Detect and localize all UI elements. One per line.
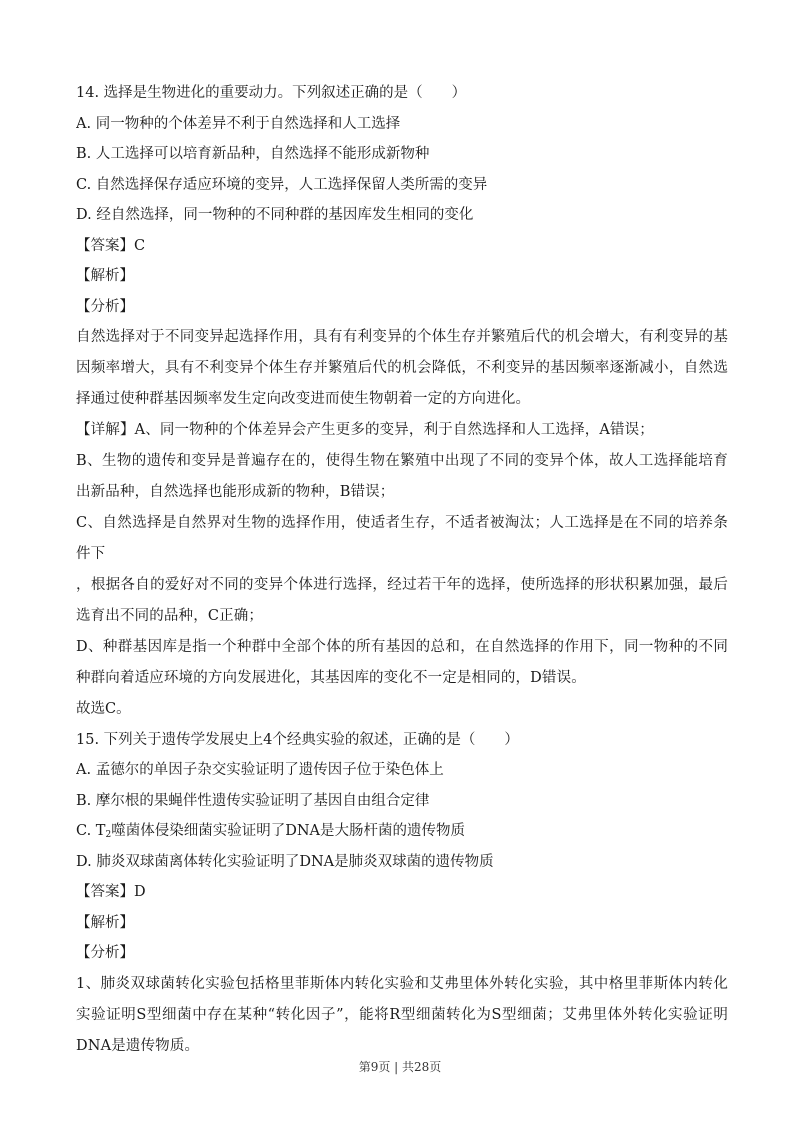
- question-14-answer: [76, 231, 728, 262]
- option-c-prefix: C. T: [76, 823, 106, 839]
- question-14-jiexi-label: 【解析】: [76, 268, 134, 284]
- question-15-stem: 15. 下列关于遗传学发展史上4个经典实验的叙述，正确的是（ ）: [76, 731, 519, 748]
- question-14-detail-b: B、生物的遗传和变异是普遍存在的，使得生物在繁殖中出现了不同的变异个体，故人工选择能培育出新品种，自然选择也能形成新的物种，B错误；: [76, 453, 728, 500]
- question-14-fenxi-label: 【分析】: [76, 298, 134, 315]
- question-14-analysis: 自然选择对于不同变异起选择作用，具有有利变异的个体生存并繁殖后代的机会增大，有利变异的基因频率增大，具有不利变异个体生存并繁殖后代的机会降低，不利变异的基因频率逐渐减小，自然选择通过使种群基因频率发生定向改变进而使生物朝着一定的方向进化。: [76, 329, 728, 407]
- question-14-option-b: B. 人工选择可以培育新品种，自然选择不能形成新物种: [76, 146, 430, 162]
- detail-a-text: A、同一物种的个体差异会产生更多的变异，利于自然选择和人工选择，A错误；: [134, 422, 654, 438]
- question-14-option-a: A. 同一物种的个体差异不利于自然选择和人工选择: [76, 115, 401, 132]
- answer-label: 【答案】: [76, 884, 134, 900]
- question-14-stem: 14. 选择是生物进化的重要动力。下列叙述正确的是（ ）: [76, 85, 467, 101]
- question-14-conclusion: 故选C。: [76, 701, 131, 717]
- option-c-subscript: 2: [105, 830, 112, 840]
- question-14-option-d: D. 经自然选择，同一物种的不同种群的基因库发生相同的变化: [76, 207, 474, 223]
- question-15-analysis: 1、肺炎双球菌转化实验包括格里菲斯体内转化实验和艾弗里体外转化实验，其中格里菲斯体内转化实验证明S型细菌中存在某种“转化因子”，能将R型细菌转化为S型细菌；艾弗里体外转化实验证明DNA是遗传物质。: [76, 975, 728, 1054]
- detail-label: 【详解】: [76, 422, 135, 438]
- page-content: [76, 78, 728, 1062]
- answer-value: D: [134, 884, 146, 900]
- question-14-detail-c1: C、自然选择是自然界对生物的选择作用，使适者生存，不适者被淘汰；人工选择是在不同的培养条件下: [76, 515, 728, 562]
- question-15-fenxi-label: 【分析】: [76, 945, 134, 961]
- question-14-option-c: C. 自然选择保存适应环境的变异，人工选择保留人类所需的变异: [76, 176, 488, 193]
- question-14-detail-d: D、种群基因库是指一个种群中全部个体的所有基因的总和，在自然选择的作用下，同一物种的不同种群向着适应环境的方向发展进化，其基因库的变化不一定是相同的，D错误。: [76, 639, 728, 686]
- question-14-detail-c2: ，根据各自的爱好对不同的变异个体进行选择，经过若干年的选择，使所选择的形状积累加强，最后选育出不同的品种，C正确；: [76, 577, 728, 624]
- question-15-option-b: B. 摩尔根的果蝇伴性遗传实验证明了基因自由组合定律: [76, 792, 430, 809]
- question-15-answer: [76, 877, 728, 908]
- question-15-option-a: A. 孟德尔的单因子杂交实验证明了遗传因子位于染色体上: [76, 762, 444, 778]
- option-c-suffix: 噬菌体侵染细菌实验证明了DNA是大肠杆菌的遗传物质: [111, 823, 465, 839]
- question-15-option-c: [76, 816, 728, 847]
- question-15-option-d: D. 肺炎双球菌离体转化实验证明了DNA是肺炎双球菌的遗传物质: [76, 853, 494, 870]
- answer-value: C: [134, 237, 146, 254]
- question-14-detail-a: [76, 415, 728, 446]
- answer-label: 【答案】: [76, 237, 134, 254]
- page-footer: 第9页 | 共28页: [358, 1060, 442, 1074]
- question-15-jiexi-label: 【解析】: [76, 914, 134, 931]
